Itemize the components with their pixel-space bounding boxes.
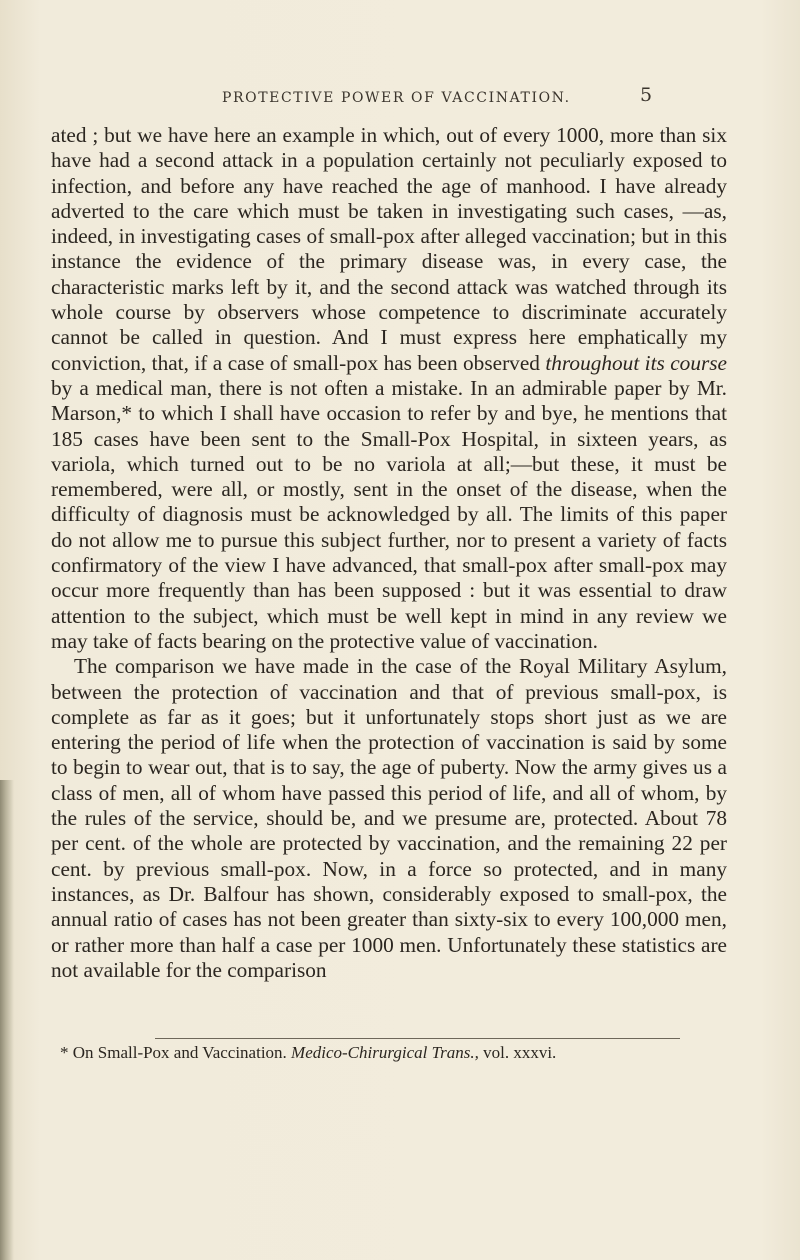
paragraph-1 [51, 123, 727, 654]
footnote-volume: vol. xxxvi. [483, 1043, 557, 1062]
paragraph-1-text-b: by a medical man, there is not often a mistake. In an admirable paper by Mr. Marson,* to which I shall have occasion to refer by and bye, he mentions that 185 cases have been sent to the Small-Pox Hospital, in sixteen years, as variola, which turned out to be no variola at all;—but these, it must be remembered, were all, or mostly, sent in the onset of the disease, when the difficulty of diagnosis must be acknowledged by all. The limits of this paper do not allow me to pursue this subject further, nor to present a variety of facts confirmatory of the view I have advanced, that small-pox after small-pox may occur more frequently than has been supposed : but it was essential to draw attention to the subject, which must be well kept in mind in any review we may take of facts bearing on the protective value of vaccination. [51, 375, 727, 653]
paragraph-2: The comparison we have made in the case of the Royal Military Asylum, between the protection of vaccination and that of previous small-pox, is complete as far as it goes; but it unfortunately stops short just as we are entering the period of life when the protection of vaccination is said by some to begin to wear out, that is to say, the age of puberty. Now the army gives us a class of men, all of whom have passed this period of life, and all of whom, by the rules of the service, should be, and we presume are, protected. About 78 per cent. of the whole are protected by vaccination, and the remaining 22 per cent. by previous small-pox. Now, in a force so protected, and in many instances, as Dr. Balfour has shown, considerably exposed to small-pox, the annual ratio of cases has not been greater than sixty-six to every 100,000 men, or rather more than half a case per 1000 men. Unfortunately these statistics are not available for the comparison [51, 654, 727, 982]
binding-edge [0, 780, 14, 1260]
footnote-marker: * [60, 1043, 69, 1062]
footnote-journal: Medico-Chirurgical Trans., [291, 1043, 479, 1062]
main-text [51, 123, 727, 983]
paragraph-1-text-a: ated ; but we have here an example in which, out of every 1000, more than six have had a second attack in a population certainly not peculiarly exposed to infection, and before any have reached the age of manhood. I have already adverted to the care which must be taken in investigating such cases, —as, indeed, in investigating cases of small-pox after alleged vaccination; but in this instance the evidence of the primary disease was, in every case, the characteristic marks left by it, and the second attack was watched through its whole course by observers whose competence to discriminate accurately cannot be called in question. And I must express here emphatically my conviction, that, if a case of small-pox has been observed [51, 123, 727, 375]
running-head: PROTECTIVE POWER OF VACCINATION. [222, 90, 571, 106]
footnote [60, 1042, 740, 1064]
footnote-text: On Small-Pox and Vaccination. [72, 1043, 287, 1062]
footnote-rule [155, 1038, 680, 1039]
page-number: 5 [640, 84, 653, 106]
paragraph-1-italic: throughout its course [545, 350, 728, 375]
page-header [0, 84, 800, 118]
